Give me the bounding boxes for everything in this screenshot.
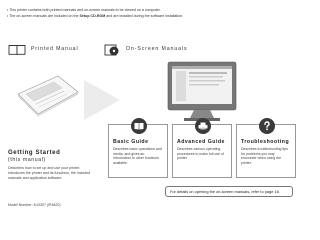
model-number: Model Number: K10307 (iP4820) bbox=[8, 203, 61, 207]
getting-started-description: Describes how to set up and use your printer. Introduces the printer and its functions, the included manuals and application software. bbox=[8, 166, 91, 180]
open-book-icon bbox=[8, 43, 26, 55]
printed-manual-label: Printed Manual bbox=[31, 46, 79, 52]
setup-cdrom-text: Setup CD-ROM bbox=[79, 14, 106, 18]
onscreen-manuals-header bbox=[103, 43, 187, 55]
advanced-guide-description: Describes various operating procedures to make full use of printer. bbox=[177, 147, 224, 161]
onscreen-guides bbox=[108, 124, 298, 182]
onscreen-manual-reference-note: For details on opening the on-screen manuals, refer to page 16. bbox=[165, 186, 293, 197]
cd-rom-icon bbox=[103, 43, 121, 55]
printed-manual-image bbox=[14, 72, 82, 122]
advanced-guide-card bbox=[172, 124, 232, 178]
intro-text bbox=[7, 7, 295, 19]
troubleshooting-card bbox=[236, 124, 296, 178]
printed-manual-header bbox=[8, 43, 79, 55]
basic-guide-card bbox=[108, 124, 168, 178]
getting-started-title: Getting Started bbox=[8, 150, 61, 156]
book-icon bbox=[131, 118, 147, 134]
onscreen-manuals-label: On-Screen Manuals bbox=[126, 46, 188, 52]
troubleshooting-title: Troubleshooting bbox=[241, 139, 290, 145]
intro-line-1: • This printer contains both printed manuals and on-screen manuals to be viewed on a computer. bbox=[7, 8, 161, 12]
computer-monitor-image bbox=[164, 60, 240, 124]
advanced-guide-title: Advanced Guide bbox=[177, 139, 225, 145]
intro-line-2: • The on-screen manuals are included on the Setup CD-ROM and are installed during the software installation. bbox=[7, 14, 184, 18]
getting-started-section bbox=[8, 150, 93, 180]
basic-guide-description: Describes basic operations and media, and gives an introduction to other functions available. bbox=[113, 147, 162, 165]
question-icon bbox=[259, 118, 275, 134]
arrow-graphic bbox=[84, 80, 120, 120]
troubleshooting-description: Describes troubleshooting tips for problems you may encounter when using the printer. bbox=[241, 147, 288, 165]
getting-started-subtitle: (this manual) bbox=[8, 157, 46, 163]
printer-icon bbox=[195, 118, 211, 134]
basic-guide-title: Basic Guide bbox=[113, 139, 149, 145]
